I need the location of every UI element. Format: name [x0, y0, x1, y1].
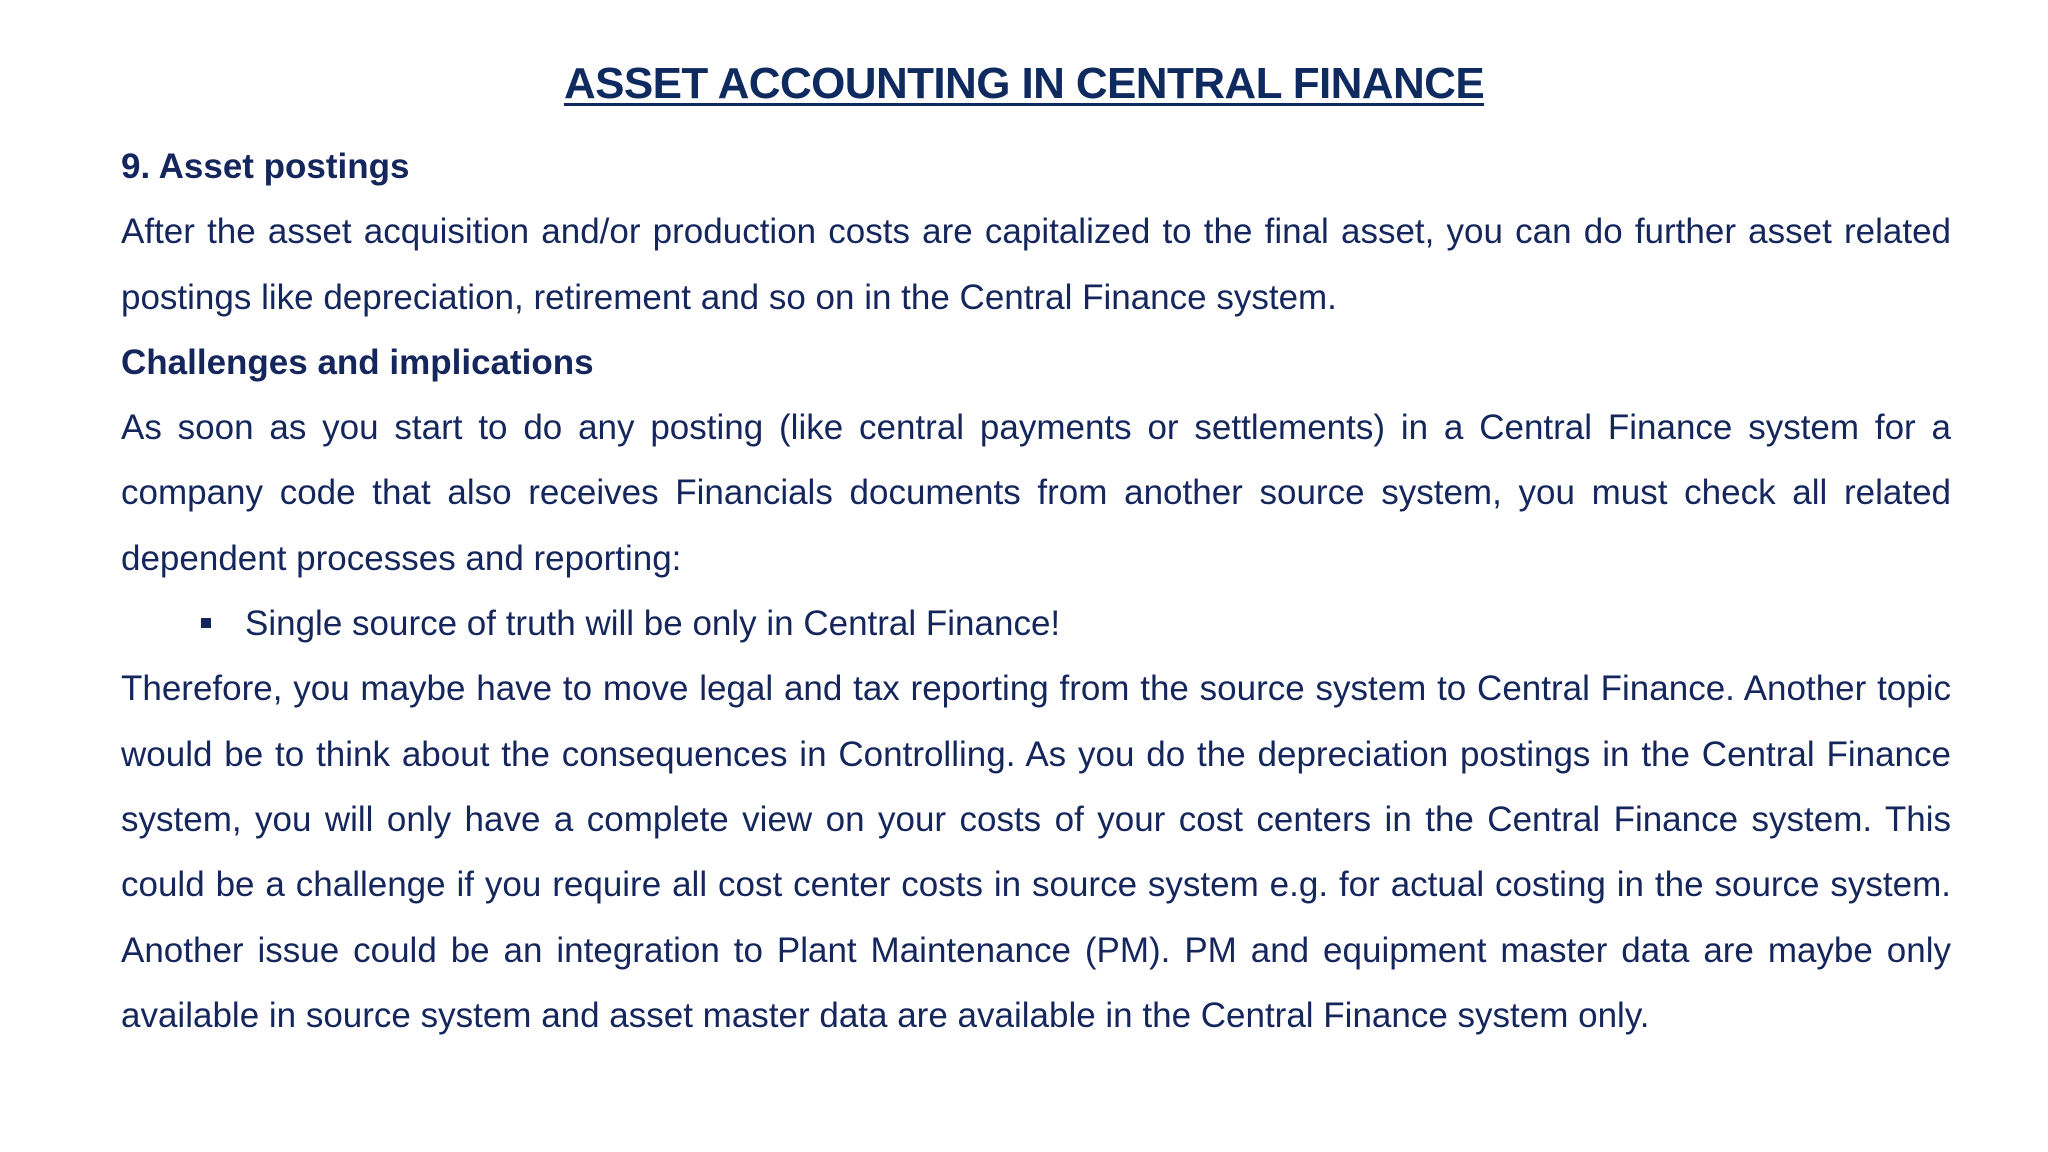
- square-bullet-icon: [201, 618, 211, 628]
- section-heading: 9. Asset postings: [121, 147, 410, 186]
- paragraph-asset-postings: After the asset acquisition and/or production costs are capitalized to the final asset, you can do further asset related postings like depreciation, retirement and so on in the Central Finance system.: [121, 212, 1951, 317]
- paragraph-therefore: Therefore, you maybe have to move legal and tax reporting from the source system to Central Finance. Another topic would be to think about the consequences in Controlling. As you do the depreciation postings in the Central Finance system, you will only have a complete view on your costs of your cost centers in the Central Finance system. This could be a challenge if you require all cost center costs in source system e.g. for actual costing in the source system. Another issue could be an integration to Plant Maintenance (PM). PM and equipment master data are maybe only available in source system and asset master data are available in the Central Finance system only.: [121, 669, 1951, 1035]
- challenges-heading: Challenges and implications: [121, 342, 594, 382]
- slide-title: [0, 48, 2048, 120]
- bullet-item: [245, 591, 1951, 656]
- paragraph-challenges: As soon as you start to do any posting (like central payments or settlements) in a Central Finance system for a company code that also receives Financials documents from another source system, you must check all related dependent processes and reporting:: [121, 408, 1951, 578]
- slide-title-text: ASSET ACCOUNTING IN CENTRAL FINANCE: [563, 59, 1485, 108]
- slide-body: [121, 134, 1951, 1048]
- bullet-text: Single source of truth will be only in Central Finance!: [245, 604, 1061, 644]
- bullet-list: [121, 591, 1951, 656]
